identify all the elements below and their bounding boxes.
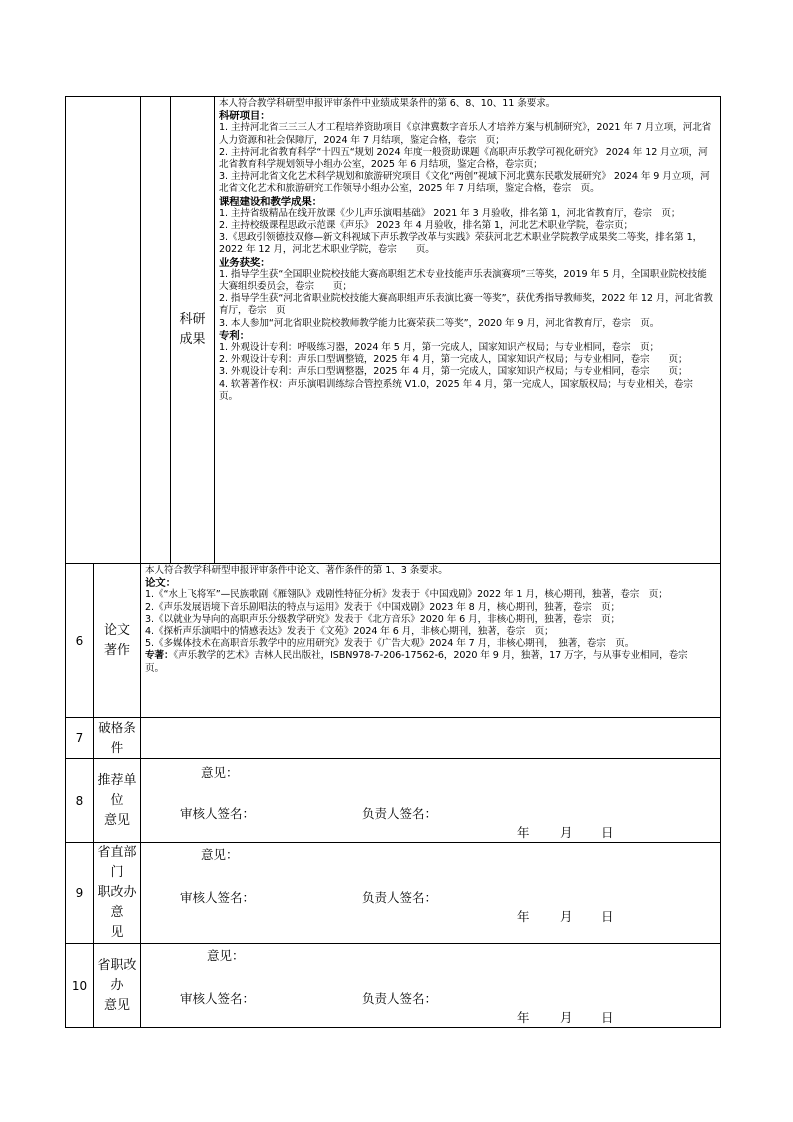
research-project-item: 3. 主持河北省文化艺术科学规划和旅游研究项目《文化“两创”视域下河北冀东民歌发展研究》 2024 年 9 月立项，河北省文化艺术和旅游研究工作领导小组办公室，2025 年 7 月结项，鉴定合格，卷宗 页。 [219, 171, 710, 195]
award-item: 3. 本人参加“河北省职业院校教师教学能力比赛荣获二等奖”，2020 年 9 月，河北省教育厅，卷宗 页。 [219, 317, 660, 329]
row-number-6: 6 [66, 564, 94, 718]
recommend-unit-label-cell [94, 759, 141, 843]
research-blank-cell [141, 97, 171, 564]
paper-item: 5.《多媒体技术在高职音乐教学中的应用研究》发表于《广告大观》2024 年 7 月，非核心期刊， 独著，卷宗 页。 [145, 638, 635, 650]
award-item: 1. 指导学生获“全国职业院校技能大赛高职组艺术专业技能声乐表演赛项”三等奖，2019 年 5 月，全国职业院校技能大赛组织委员会，卷宗 页； [219, 268, 707, 293]
provincial-office-opinion-cell [141, 944, 721, 1028]
patent-item: 4. 软著著作权：声乐演唱训练综合管控系统 V1.0，2025 年 4 月，第一完成人，国家版权局；与专业相关，卷宗 页。 [219, 378, 712, 402]
provincial-dept-opinion-cell [141, 843, 721, 944]
research-label-cell [171, 97, 215, 564]
opinion-label: 意见： [207, 948, 245, 963]
papers-heading: 论文： [145, 577, 176, 590]
papers-content-cell [141, 564, 721, 718]
research-project-item: 1. 主持河北省三三三人才工程培养资助项目《京津冀数字音乐人才培养方案与机制研究》，2021 年 7 月立项，河北省人力资源和社会保障厅，2024 年 7 月结项，鉴定合格，卷宗 页； [219, 122, 712, 146]
paper-item: 2.《声乐发展语境下音乐剧唱法的特点与运用》发表于《中国戏剧》2023 年 8 月，核心期刊，独著，卷宗 页； [145, 601, 621, 613]
provincial-dept-label-line1: 省直部门 [97, 845, 137, 880]
patent-item: 1. 外观设计专利：呼吸练习器，2024 年 5 月，第一完成人，国家知识产权局；与专业相同，卷宗 页； [219, 342, 660, 354]
research-projects-heading: 科研项目： [219, 110, 271, 123]
exception-label: 破格条件 [94, 718, 141, 759]
recommend-unit-row [66, 759, 721, 843]
recommend-unit-label-line1: 推荐单位 [97, 772, 137, 808]
papers-label-cell [94, 564, 141, 718]
row-number-9: 9 [66, 843, 94, 944]
monograph-heading: 专著： [145, 650, 174, 662]
date-year-label: 年 [517, 825, 530, 840]
manager-signature-label: 负责人签名： [362, 890, 438, 905]
papers-row [66, 564, 721, 718]
evaluation-form-table [65, 96, 721, 1028]
patents-heading: 专利： [219, 329, 250, 342]
provincial-office-label-cell [94, 944, 141, 1028]
provincial-office-label-line1: 省职改办 [97, 957, 137, 993]
date-month-label: 月 [560, 909, 573, 924]
monograph-text: 《声乐教学的艺术》吉林人民出版社，ISBN978-7-206-17562-6，2020 年 9 月，独著，17 万字，与从事专业相同，卷宗 页。 [145, 650, 707, 674]
recommend-unit-opinion-cell [141, 759, 721, 843]
patent-item: 3. 外观设计专利：声乐口型调整器，2025 年 4 月，第一完成人，国家知识产权局；与专业相同，卷宗 页； [219, 366, 688, 378]
exception-content-cell [141, 718, 721, 759]
opinion-label: 意见： [201, 847, 239, 862]
research-label-line2: 成果 [179, 332, 206, 347]
recommend-unit-label-line2: 意见 [103, 812, 130, 828]
manager-signature-label: 负责人签名： [362, 806, 438, 821]
date-year-label: 年 [517, 1010, 530, 1025]
exception-row [66, 718, 721, 759]
provincial-dept-label-cell [94, 843, 141, 944]
course-building-item: 2. 主持校级课程思政示范课《声乐》 2023 年 4 月验收，排名第 1，河北艺术职业学院，卷宗页； [219, 220, 633, 232]
research-number-cell [66, 97, 141, 564]
papers-intro: 本人符合教学科研型申报评审条件中论文、著作条件的第 1、3 条要求。 [145, 565, 448, 576]
research-content-cell [215, 97, 721, 564]
reviewer-signature-label: 审核人签名： [180, 991, 256, 1006]
manager-signature-label: 负责人签名： [362, 991, 438, 1006]
date-day-label: 日 [601, 909, 614, 924]
research-results-row [66, 97, 721, 564]
row-number-10: 10 [66, 944, 94, 1028]
course-building-item: 1. 主持省级精品在线开放课《少儿声乐演唱基础》 2021 年 3 月验收，排名第 1，河北省教育厅，卷宗 页； [219, 207, 681, 219]
provincial-dept-label-line2: 职改办意 [97, 885, 137, 920]
date-month-label: 月 [560, 825, 573, 840]
provincial-dept-row [66, 843, 721, 944]
reviewer-signature-label: 审核人签名： [180, 890, 256, 905]
award-item: 2. 指导学生获“河北省职业院校技能大赛高职组声乐表演比赛一等奖”，获优秀指导教师奖，2022 年 12 月，河北省教育厅，卷宗 页 [219, 293, 713, 317]
research-project-item: 2. 主持河北省教育科学“十四五“规划 2024 年度一般资助课题《高职声乐教学可视化研究》 2024 年 12 月立项，河北省教育科学规划领导小组办公室，2025 年 6 月结项，鉴定合格，卷宗页； [219, 146, 708, 171]
papers-label-line2: 著作 [103, 642, 130, 658]
research-intro: 本人符合教学科研型申报评审条件中业绩成果条件的第 6、8、10、11 条要求。 [219, 98, 556, 109]
provincial-dept-label-line3: 见 [110, 925, 124, 940]
course-building-item: 3.《思政引领德技双修—新文科视域下声乐教学改革与实践》荣获河北艺术职业学院教学成果奖二等奖，排名第 1，2022 年 12 月，河北艺术职业学院，卷宗 页。 [219, 232, 703, 256]
monograph-line [145, 650, 716, 674]
row-number-7: 7 [66, 718, 94, 759]
provincial-office-row [66, 944, 721, 1028]
paper-item: 3.《以就业为导向的高职声乐分级教学研究》发表于《北方音乐》2020 年 6 月，非核心期刊，独著，卷宗 页； [145, 613, 621, 625]
date-month-label: 月 [560, 1010, 573, 1025]
paper-item: 4.《探析声乐演唱中的情感表达》发表于《文苑》2024 年 6 月，非核心期刊，独著，卷宗 页； [145, 626, 554, 638]
opinion-label: 意见： [201, 765, 239, 780]
papers-label-line1: 论文 [103, 622, 130, 638]
awards-heading: 业务获奖： [219, 256, 271, 269]
research-label-line1: 科研 [179, 312, 206, 327]
date-year-label: 年 [517, 909, 530, 924]
date-day-label: 日 [601, 1010, 614, 1025]
reviewer-signature-label: 审核人签名： [180, 806, 256, 821]
row-number-8: 8 [66, 759, 94, 843]
patent-item: 2. 外观设计专利：声乐口型调整镜，2025 年 4 月，第一完成人，国家知识产权局；与专业相同，卷宗 页； [219, 354, 688, 366]
paper-item: 1.《“水上飞将军”—民族歌剧《雁翎队》戏剧性特征分析》发表于《中国戏剧》2022 年 1 月，核心期刊，独著，卷宗 页； [145, 589, 668, 601]
course-building-heading: 课程建设和教学成果： [219, 195, 322, 208]
date-day-label: 日 [601, 825, 614, 840]
provincial-office-label-line2: 意见 [103, 997, 130, 1013]
